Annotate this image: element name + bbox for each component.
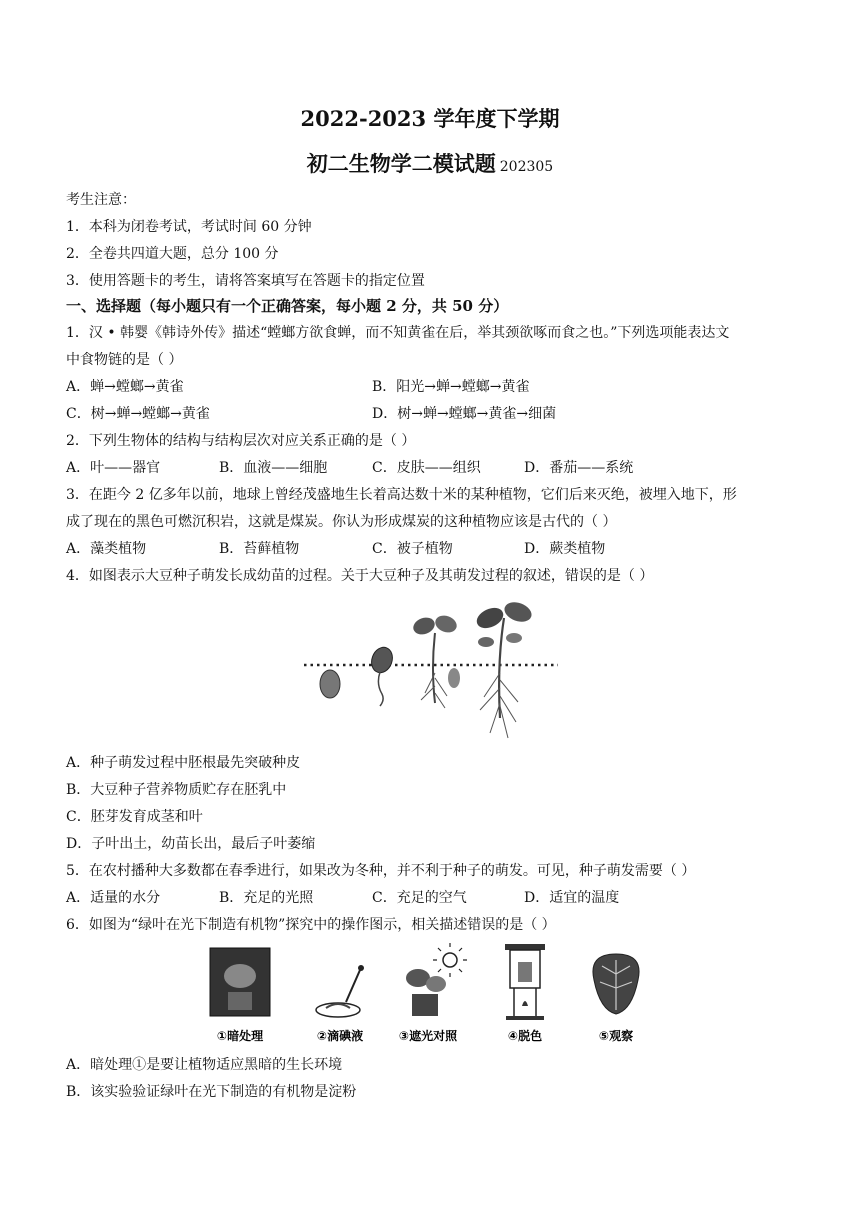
q6-stem: 6．如图为“绿叶在光下制造有机物”探究中的操作图示，相关描述错误的是（ ） [66, 917, 556, 933]
figure-label-shading: ③遮光对照 [398, 1029, 458, 1043]
notice-item-3: 3．使用答题卡的考生，请将答案填写在答题卡的指定位置 [66, 273, 425, 289]
q4-stem: 4．如图表示大豆种子萌发长成幼苗的过程。关于大豆种子及其萌发过程的叙述，错误的是（ ） [66, 568, 654, 584]
q1-option-a: A．蝉→螳螂→黄雀 [66, 379, 184, 395]
q6-option-a: A．暗处理①是要让植物适应黑暗的生长环境 [66, 1057, 343, 1073]
figure-label-iodine: ②滴碘液 [316, 1029, 364, 1043]
q3-stem-line1: 3．在距今 2 亿多年以前，地球上曾经茂盛地生长着高达数十米的某种植物，它们后来灭绝，被埋入地下，形 [66, 487, 737, 503]
q1-option-c: C．树→蝉→螳螂→黄雀 [66, 406, 210, 422]
q5-option-c: C．充足的空气 [372, 890, 467, 906]
exam-title-year: 2022-2023 学年度下学期 [300, 106, 560, 131]
q4-option-a: A．种子萌发过程中胚根最先突破种皮 [66, 755, 301, 771]
figure-label-decolor: ④脱色 [507, 1029, 543, 1043]
notice-item-2: 2．全卷共四道大题，总分 100 分 [66, 246, 279, 262]
q4-option-c: C．胚芽发育成茎和叶 [66, 809, 203, 825]
q3-option-d: D．蕨类植物 [524, 541, 606, 557]
q2-option-b: B．血液——细胞 [219, 460, 328, 476]
q5-stem: 5．在农村播种大多数都在春季进行，如果改为冬种，并不利于种子的萌发。可见，种子萌发需要（ ） [66, 863, 696, 879]
q5-option-d: D．适宜的温度 [524, 890, 620, 906]
exam-title-text: 初二生物学二模试题 [306, 151, 496, 176]
q2-option-d: D．番茄——系统 [524, 460, 634, 476]
figure-label-dark-treatment: ①暗处理 [216, 1029, 264, 1043]
section-heading: 一、选择题（每小题只有一个正确答案，每小题 2 分，共 50 分） [66, 297, 509, 315]
q1-stem-line2: 中食物链的是（ ） [66, 352, 183, 368]
q2-stem: 2．下列生物体的结构与结构层次对应关系正确的是（ ） [66, 433, 416, 449]
q3-stem-line2: 成了现在的黑色可燃沉积岩，这就是煤炭。你认为形成煤炭的这种植物应该是古代的（ ） [66, 514, 617, 530]
q1-option-d: D．树→蝉→螳螂→黄雀→细菌 [372, 406, 557, 422]
soybean-germination-figure [300, 598, 562, 746]
photosynthesis-experiment-figure [200, 940, 660, 1050]
q1-option-b: B．阳光→蝉→螳螂→黄雀 [372, 379, 530, 395]
q5-option-b: B．充足的光照 [219, 890, 314, 906]
q5-option-a: A．适量的水分 [66, 890, 161, 906]
q3-option-b: B．苔藓植物 [219, 541, 300, 557]
q6-option-b: B．该实验验证绿叶在光下制造的有机物是淀粉 [66, 1084, 357, 1100]
q1-stem-line1: 1．汉 • 韩婴《韩诗外传》描述“螳螂方欲食蝉，而不知黄雀在后，举其颈欲啄而食之也。”下列选项能表达文 [66, 325, 730, 341]
notice-heading: 考生注意： [66, 192, 136, 208]
figure-label-observe: ⑤观察 [598, 1029, 634, 1043]
q3-option-a: A．藻类植物 [66, 541, 147, 557]
notice-item-1: 1．本科为闭卷考试，考试时间 60 分钟 [66, 219, 312, 235]
exam-date-code: 202305 [499, 159, 554, 175]
q4-option-d: D．子叶出土，幼苗长出，最后子叶萎缩 [66, 836, 316, 852]
exam-title [0, 148, 860, 178]
q2-option-c: C．皮肤——组织 [372, 460, 481, 476]
q3-option-c: C．被子植物 [372, 541, 453, 557]
q2-option-a: A．叶——器官 [66, 460, 161, 476]
q4-option-b: B．大豆种子营养物质贮存在胚乳中 [66, 782, 287, 798]
